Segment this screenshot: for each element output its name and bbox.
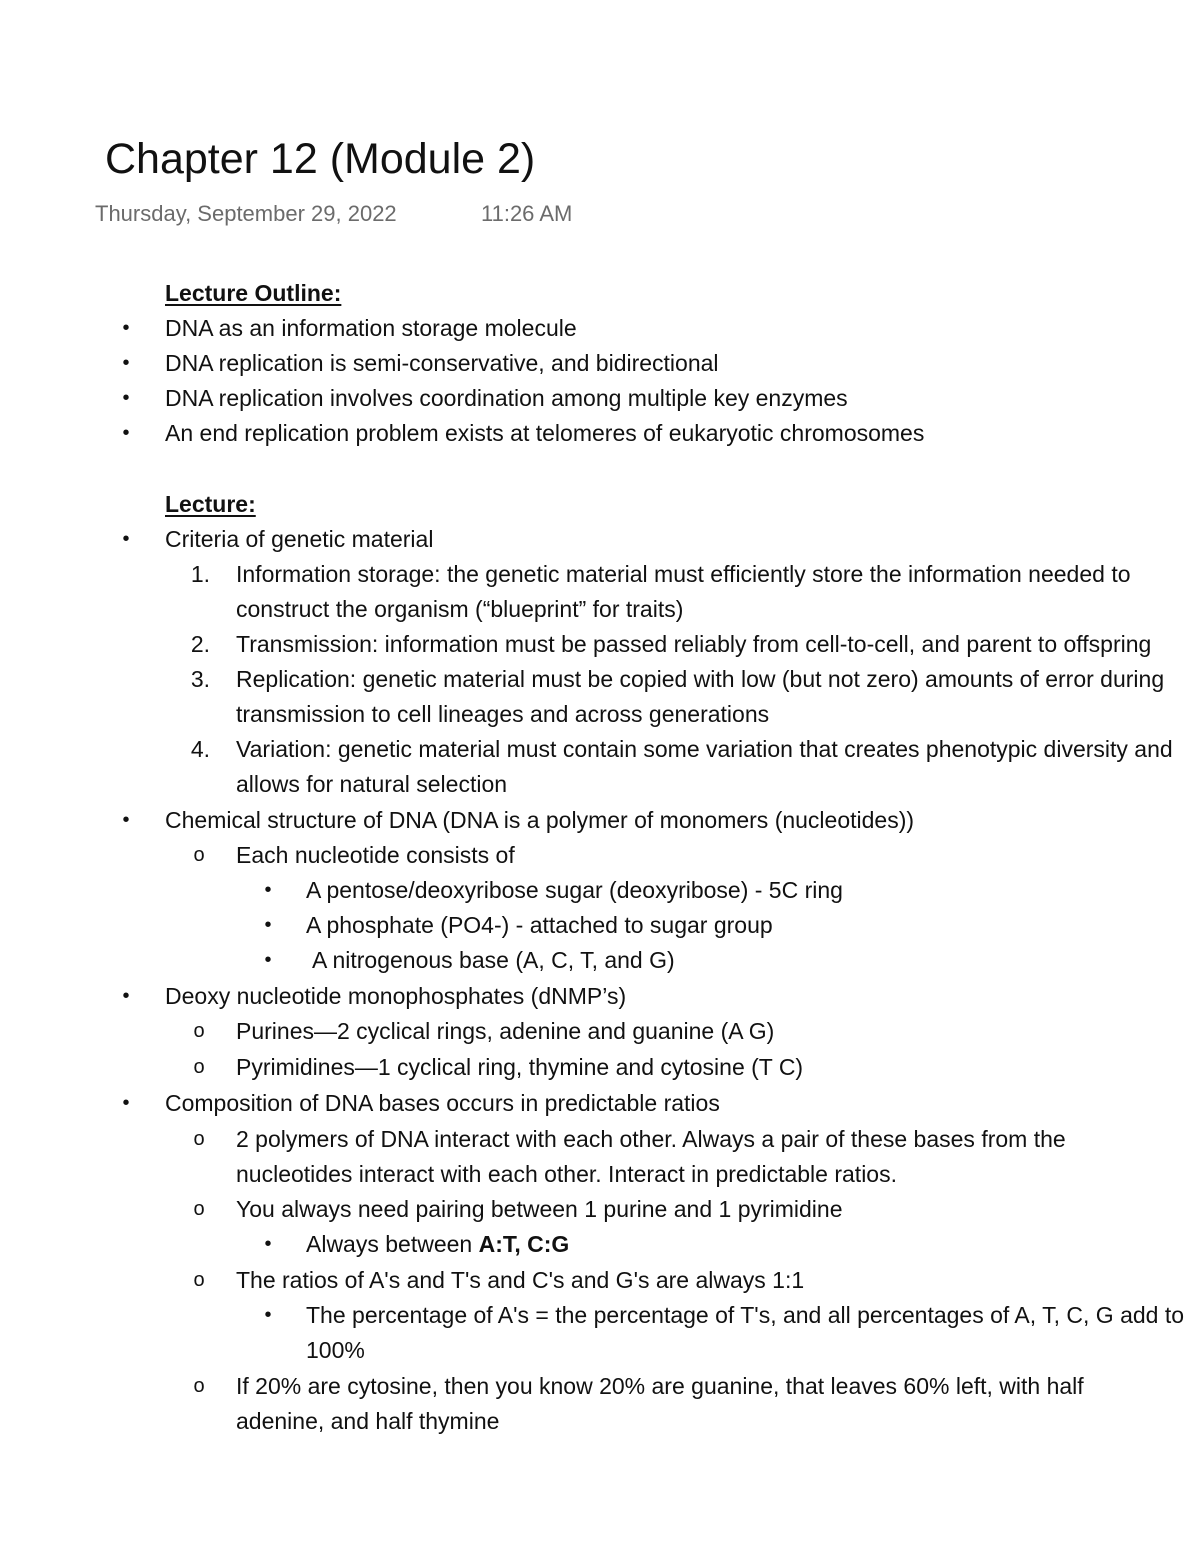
outline-item-text: DNA replication is semi-conservative, and bidirectional xyxy=(165,350,719,376)
dnmp-item: Purines—2 cyclical rings, adenine and guanine (A G) xyxy=(236,1018,775,1044)
composition-label: Composition of DNA bases occurs in predictable ratios xyxy=(165,1090,720,1116)
criteria-item-continued xyxy=(0,592,1200,627)
sub-item xyxy=(0,1192,1200,1227)
criteria-item-continued xyxy=(0,697,1200,732)
outline-item xyxy=(0,346,1200,381)
composition-text: If 20% are cytosine, then you know 20% are guanine, that leaves 60% left, with half xyxy=(236,1373,1084,1399)
bullet-icon: • xyxy=(122,387,130,409)
nucleotide-part: A nitrogenous base (A, C, T, and G) xyxy=(312,947,675,973)
bullet-icon: • xyxy=(264,879,272,901)
bullet-icon: • xyxy=(122,1092,130,1114)
outline-item xyxy=(0,416,1200,451)
circle-bullet-icon: o xyxy=(193,1128,205,1150)
dnmp-label: Deoxy nucleotide monophosphates (dNMP’s) xyxy=(165,983,627,1009)
composition-text: 100% xyxy=(306,1337,365,1363)
bullet-icon: • xyxy=(122,528,130,550)
composition-text: nucleotides interact with each other. Interact in predictable ratios. xyxy=(236,1161,897,1187)
date-time-line xyxy=(95,199,573,229)
list-number: 4. xyxy=(190,736,210,762)
outline-item xyxy=(0,381,1200,416)
pairing-prefix: Always between xyxy=(306,1231,479,1257)
sub-sub-item xyxy=(0,873,1200,908)
sub-sub-item-continued xyxy=(0,1333,1200,1368)
list-item xyxy=(0,522,1200,557)
sub-item xyxy=(0,1263,1200,1298)
list-number: 1. xyxy=(190,561,210,587)
criteria-text: construct the organism (“blueprint” for traits) xyxy=(236,596,684,622)
circle-bullet-icon: o xyxy=(193,1269,205,1291)
criteria-item xyxy=(0,662,1200,697)
sub-item-continued xyxy=(0,1157,1200,1192)
list-item xyxy=(0,1086,1200,1121)
outline-heading-line xyxy=(0,276,1200,311)
composition-text: adenine, and half thymine xyxy=(236,1408,500,1434)
list-item xyxy=(0,803,1200,838)
outline-item-text: DNA as an information storage molecule xyxy=(165,315,577,341)
criteria-text: Variation: genetic material must contain some variation that creates phenotypic diversity and xyxy=(236,736,1173,762)
sub-item xyxy=(0,1369,1200,1404)
dnmp-item: Pyrimidines—1 cyclical ring, thymine and cytosine (T C) xyxy=(236,1054,804,1080)
bullet-icon: • xyxy=(122,985,130,1007)
sub-item xyxy=(0,1014,1200,1049)
criteria-item xyxy=(0,732,1200,767)
bullet-icon: • xyxy=(264,914,272,936)
outline-heading: Lecture Outline: xyxy=(165,280,342,306)
bullet-icon: • xyxy=(122,317,130,339)
lecture-heading: Lecture: xyxy=(165,491,256,517)
bullet-icon: • xyxy=(122,352,130,374)
circle-bullet-icon: o xyxy=(193,1056,205,1078)
composition-text: You always need pairing between 1 purine and 1 pyrimidine xyxy=(236,1196,843,1222)
sub-item-continued xyxy=(0,1404,1200,1439)
criteria-item xyxy=(0,627,1200,662)
note-time: 11:26 AM xyxy=(481,201,573,226)
composition-text: The percentage of A's = the percentage of T's, and all percentages of A, T, C, G add to xyxy=(306,1302,1185,1328)
page-title: Chapter 12 (Module 2) xyxy=(105,135,536,183)
sub-item xyxy=(0,1122,1200,1157)
circle-bullet-icon: o xyxy=(193,844,205,866)
criteria-text: Information storage: the genetic material must efficiently store the information needed to xyxy=(236,561,1131,587)
lecture-heading-line xyxy=(0,487,1200,522)
outline-item-text: DNA replication involves coordination among multiple key enzymes xyxy=(165,385,848,411)
criteria-item xyxy=(0,557,1200,592)
circle-bullet-icon: o xyxy=(193,1198,205,1220)
bullet-icon: • xyxy=(264,1233,272,1255)
sub-sub-item xyxy=(0,1298,1200,1333)
criteria-item-continued xyxy=(0,767,1200,802)
sub-sub-item xyxy=(0,943,1200,978)
outline-item-text: An end replication problem exists at telomeres of eukaryotic chromosomes xyxy=(165,420,925,446)
composition-text: The ratios of A's and T's and C's and G's are always 1:1 xyxy=(236,1267,805,1293)
criteria-text: Replication: genetic material must be copied with low (but not zero) amounts of error during xyxy=(236,666,1165,692)
sub-sub-item xyxy=(0,1227,1200,1262)
sub-item xyxy=(0,838,1200,873)
nucleotide-part: A phosphate (PO4-) - attached to sugar group xyxy=(306,912,773,938)
bullet-icon: • xyxy=(264,949,272,971)
composition-text: 2 polymers of DNA interact with each other. Always a pair of these bases from the xyxy=(236,1126,1066,1152)
list-item xyxy=(0,979,1200,1014)
circle-bullet-icon: o xyxy=(193,1375,205,1397)
note-date: Thursday, September 29, 2022 xyxy=(95,201,397,226)
pairing-rule xyxy=(306,1227,569,1262)
sub-sub-item xyxy=(0,908,1200,943)
nucleotide-part: A pentose/deoxyribose sugar (deoxyribose) - 5C ring xyxy=(306,877,843,903)
bullet-icon: • xyxy=(264,1304,272,1326)
sub-item xyxy=(0,1050,1200,1085)
criteria-text: transmission to cell lineages and across generations xyxy=(236,701,770,727)
criteria-label: Criteria of genetic material xyxy=(165,526,434,552)
bullet-icon: • xyxy=(122,809,130,831)
circle-bullet-icon: o xyxy=(193,1020,205,1042)
outline-item xyxy=(0,311,1200,346)
criteria-text: Transmission: information must be passed reliably from cell-to-cell, and parent to offspring xyxy=(236,631,1152,657)
pairing-bases: A:T, C:G xyxy=(478,1231,570,1257)
bullet-icon: • xyxy=(122,422,130,444)
list-number: 3. xyxy=(190,666,210,692)
chemical-sub: Each nucleotide consists of xyxy=(236,842,515,868)
list-number: 2. xyxy=(190,631,210,657)
criteria-text: allows for natural selection xyxy=(236,771,508,797)
chemical-label: Chemical structure of DNA (DNA is a polymer of monomers (nucleotides)) xyxy=(165,807,915,833)
